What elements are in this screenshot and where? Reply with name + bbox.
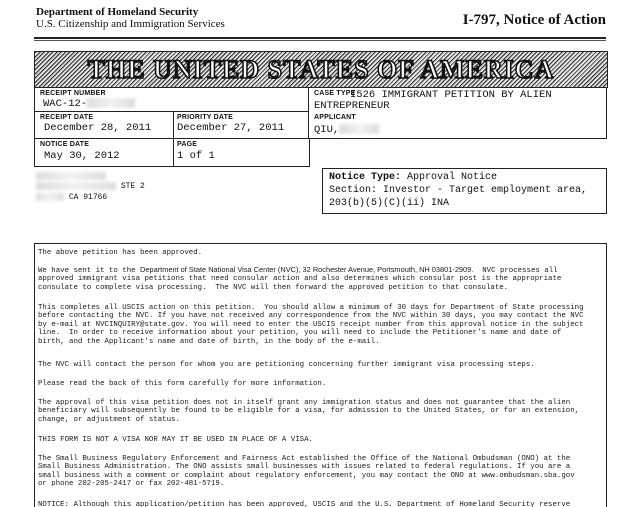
paragraph-notice: NOTICE: Although this application/petition has been approved, USCIS and the U.S. Department of Homeland Security reserve (38, 501, 571, 507)
address-line1: STE 2 (120, 182, 145, 192)
applicant-value: QIU, (314, 124, 340, 136)
paragraph-read-back: Please read the back of this form carefully for more information. (38, 380, 327, 388)
notice-date-box (34, 138, 175, 167)
page-value: 1 of 1 (177, 150, 215, 162)
address-block (36, 168, 306, 208)
agency-header (36, 6, 225, 30)
receipt-date-box (34, 111, 175, 140)
redaction (87, 98, 135, 108)
receipt-number-value: WAC-12- (43, 98, 88, 110)
nvc-address: Department of State National Visa Center (NVC), 32 Rochester Avenue, Portsmouth, NH 03801-2909. (140, 265, 474, 274)
paragraph-uscis-action: This completes all USCIS action on this petition. You should allow a minimum of 30 days for Department of State processing before contacting the NVC. If you have not received any correspondence from the NVC within 30 days, you may contact the NVC by e-mail at NVCINQUIRY@state.gov. You will need to enter the USCIS receipt number from this approval notice in the subject line. In order to receive information about your petition, you will need to include the Petitioner's name and date of birth, and the Applicant's name and date of birth, in the body of the e-mail. (38, 304, 584, 346)
address-line2: CA 91766 (68, 193, 108, 203)
redaction (36, 172, 106, 180)
redaction (339, 124, 379, 134)
agency-subname: U.S. Citizenship and Immigration Services (36, 18, 225, 30)
paragraph-approved: The above petition has been approved. (38, 249, 203, 257)
case-type-label: CASE TYPE (314, 90, 356, 97)
usa-banner (34, 51, 608, 88)
section-line1: Section: Investor - Target employment area, (329, 185, 588, 196)
notice-date-value: May 30, 2012 (44, 150, 120, 162)
redaction (36, 193, 64, 201)
header-rule (34, 37, 606, 39)
priority-date-value: December 27, 2011 (177, 122, 285, 134)
receipt-date-label: RECEIPT DATE (40, 114, 94, 121)
page-box (173, 138, 310, 167)
receipt-number-box (34, 87, 310, 113)
notice-type-label: Notice Type: (329, 172, 402, 183)
nvc-paragraph-rest: approved immigrant visa petitions that need consular action and also determines which consular post is the appropriate consulate to complete visa processing. The NVC will then forward the approved petition to that consulate. (38, 275, 562, 292)
header-rule-thin (34, 40, 606, 41)
paragraph-sbrefa: The Small Business Regulatory Enforcement and Fairness Act established the Office of the National Ombudsman (ONO) at the Small Business Administration. The ONO assists small businesses with issues related to federal regulations. If you are a small business with a comment or complaint about regulatory enforcement, you may contact the ONO at www.ombudsman.sba.gov or phone 202-205-2417 or fax 202-481-5719. (38, 455, 575, 489)
priority-date-label: PRIORITY DATE (177, 114, 234, 121)
nvc-processes: NVC processes all (473, 267, 558, 275)
receipt-number-label: RECEIPT NUMBER (40, 90, 106, 97)
nvc-intro: We have sent it to the (38, 267, 141, 275)
receipt-date-value: December 28, 2011 (44, 122, 152, 134)
case-type-value-continued: ENTREPRENEUR (314, 100, 390, 112)
redaction (36, 182, 116, 190)
paragraph-not-visa: THIS FORM IS NOT A VISA NOR MAY IT BE USED IN PLACE OF A VISA. (38, 436, 313, 444)
paragraph-nvc-contact: The NVC will contact the person for whom you are petitioning concerning further immigrant visa processing steps. (38, 361, 535, 369)
form-title: I-797, Notice of Action (462, 12, 606, 28)
agency-name: Department of Homeland Security (36, 6, 199, 18)
paragraph-nvc (38, 266, 606, 292)
priority-date-box (173, 111, 310, 140)
applicant-box (308, 100, 607, 139)
notice-type-box (322, 168, 607, 214)
applicant-label: APPLICANT (314, 114, 356, 121)
paragraph-approval-status: The approval of this visa petition does not in itself grant any immigration status and does not guarantee that the alien beneficiary will subsequently be found to be eligible for a visa, for admission to the United States, or for an extension, change, or adjustment of status. (38, 399, 580, 424)
notice-type-value: Approval Notice (407, 172, 498, 183)
page-label: PAGE (177, 141, 198, 148)
banner-text: THE UNITED STATES OF AMERICA (87, 55, 555, 84)
section-line2: 203(b)(5)(C)(ii) INA (329, 198, 450, 209)
case-type-value: I526 IMMIGRANT PETITION BY ALIEN (350, 89, 552, 101)
notice-date-label: NOTICE DATE (40, 141, 90, 148)
